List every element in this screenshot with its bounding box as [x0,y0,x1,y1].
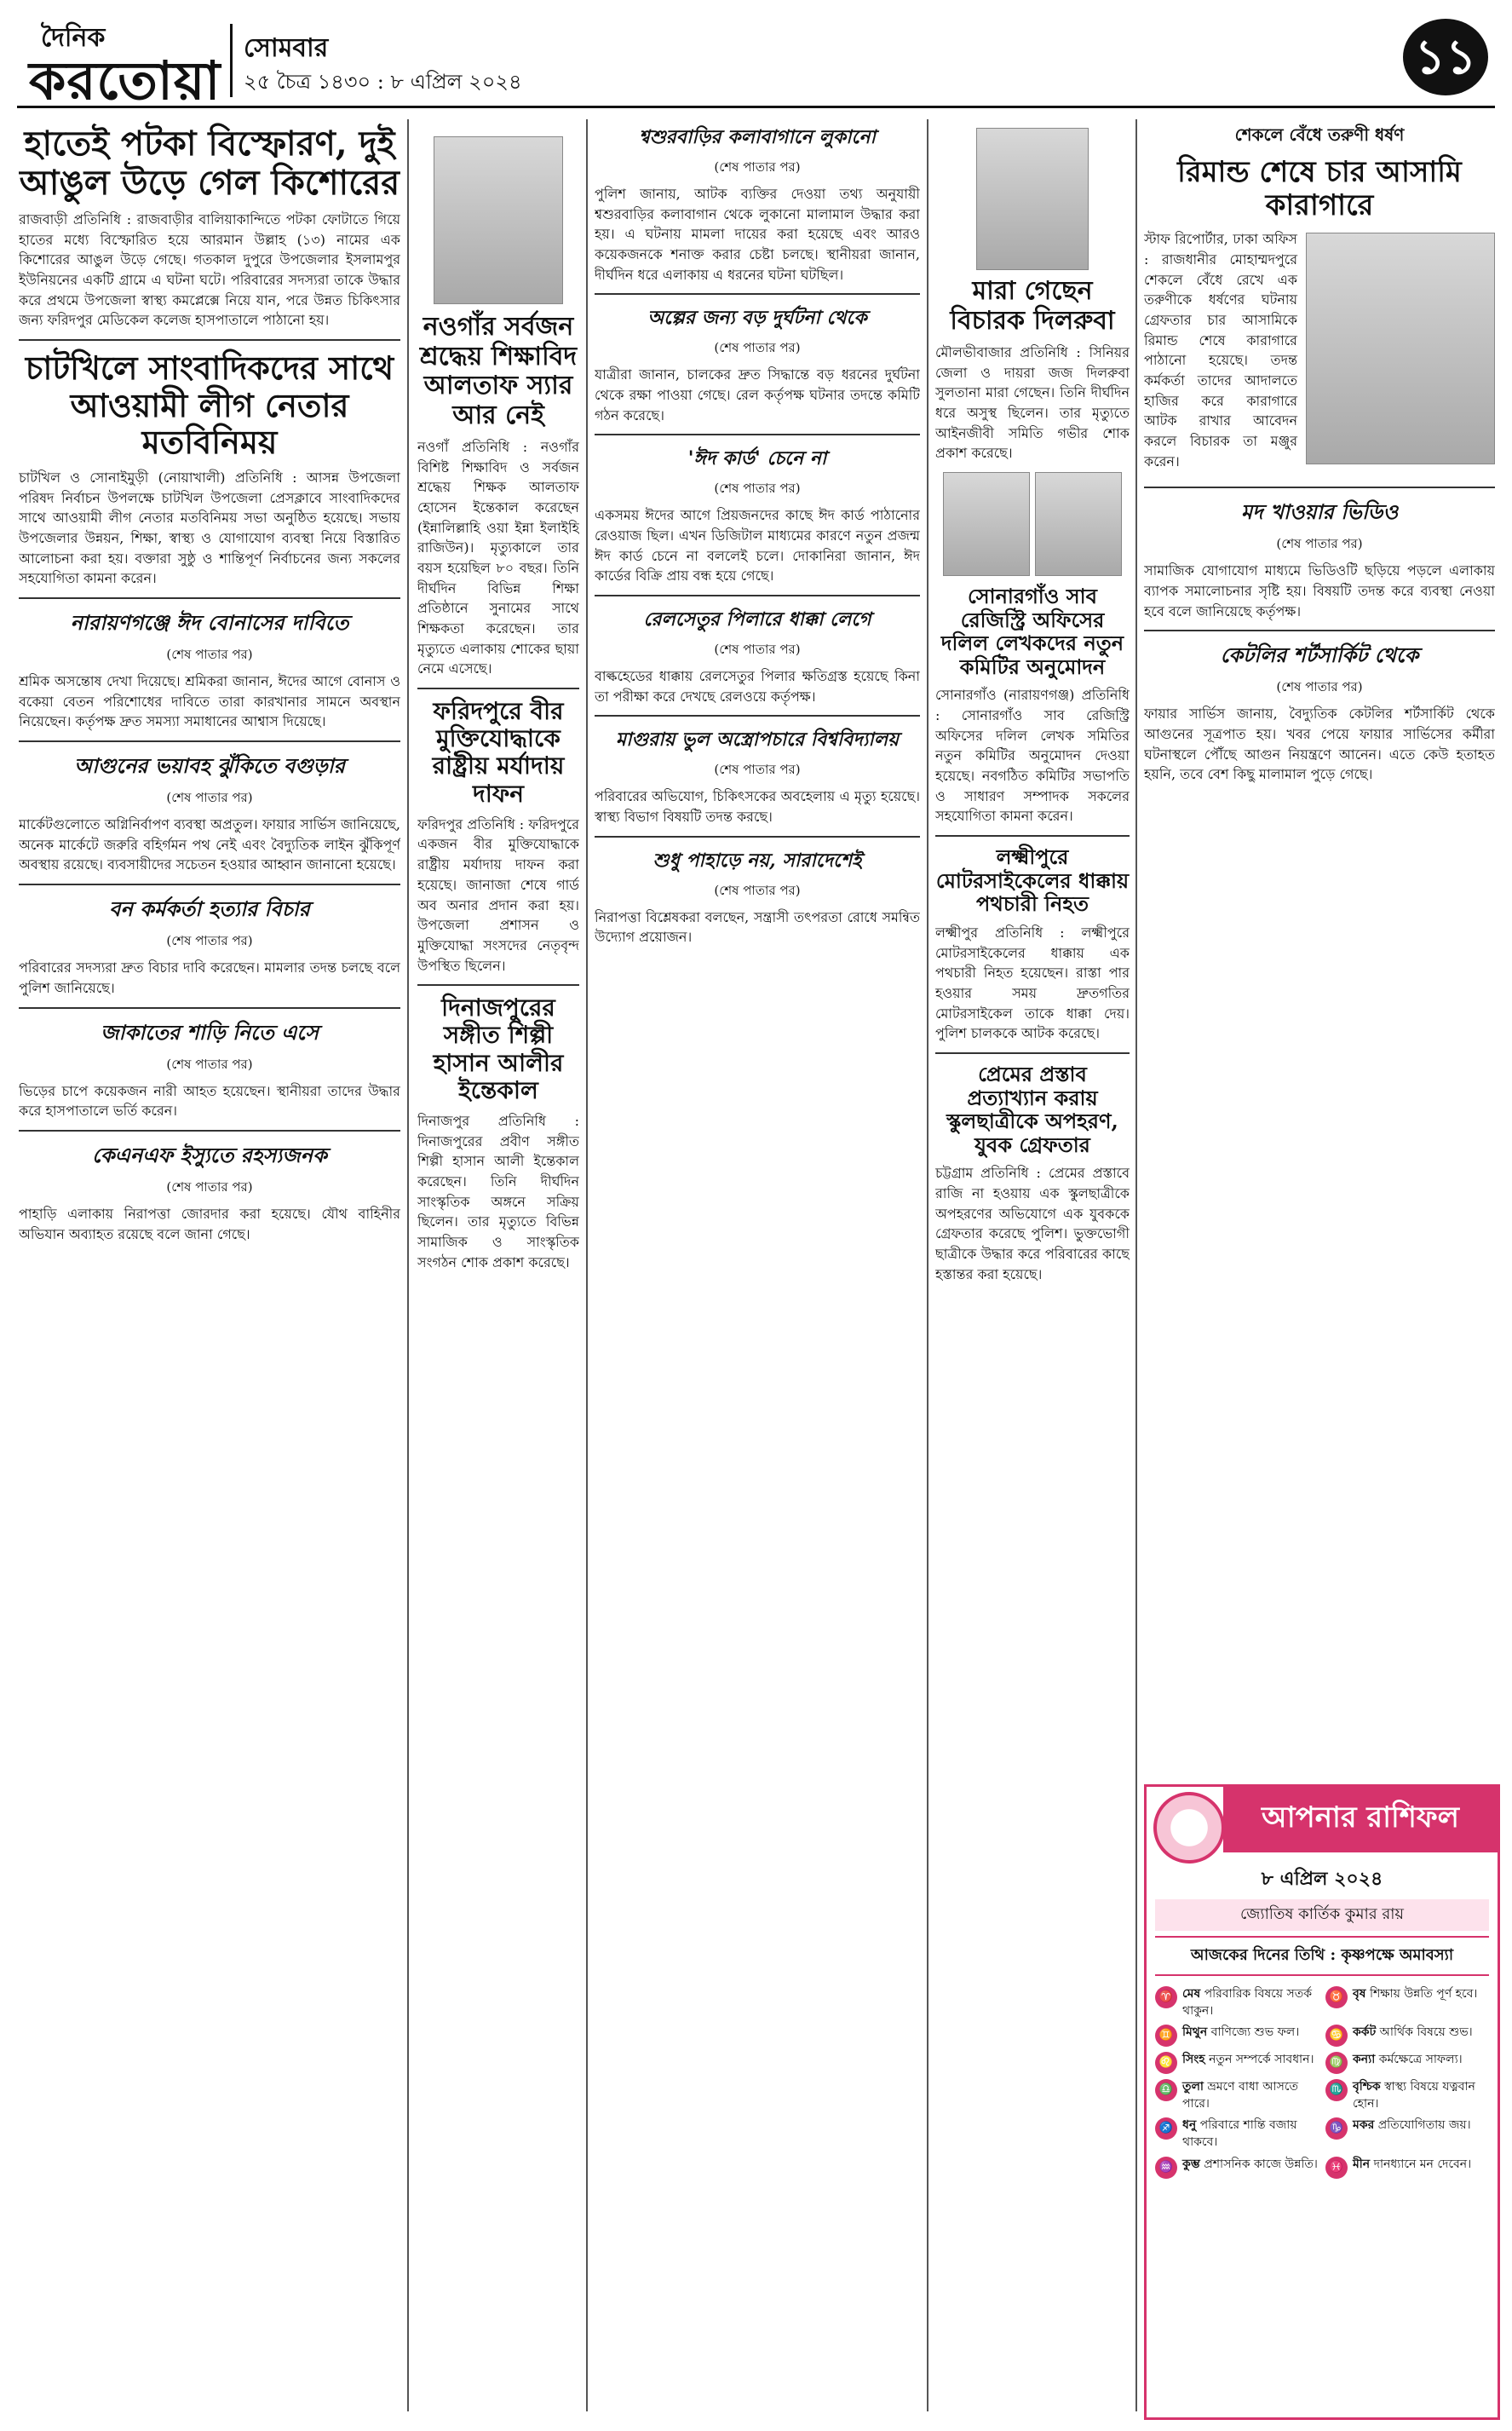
article-body: পুলিশ জানায়, আটক ব্যক্তির দেওয়া তথ্য অনুযায়ী শ্বশুরবাড়ির কলাবাগান থেকে লুকানো মালামাল উদ্ধার করা হয়। এ ঘটনায় মামলা দায়ের করা হয়েছে এবং আরও কয়েকজনকে শনাক্ত করার চেষ্টা চলছে। স্থানীয়রা জানান, দীর্ঘদিন ধরে এলাকায় এ ধরনের ঘটনা ঘটছিল। [595,186,920,283]
zodiac-sign-name: মীন [1353,2157,1371,2171]
zodiac-sign-entry [1155,2079,1319,2112]
column-2 [417,119,579,2416]
zodiac-sign-text [1182,2025,1299,2047]
zodiac-sign-text [1182,1986,1319,2019]
article-headline: মদ খাওয়ার ভিডিও [1240,499,1399,525]
zodiac-sign-entry [1325,1986,1489,2019]
zodiac-sign-forecast: নতুন সম্পর্কে সাবধান। [1204,2053,1314,2067]
article-body: একসময় ঈদের আগে প্রিয়জনদের কাছে ঈদ কার্ড পাঠানোর রেওয়াজ ছিল। এখন ডিজিটাল মাধ্যমের কারণে নতুন প্রজন্ম ঈদ কার্ড চেনে না বললেই চলে। দোকানিরা জানান, ঈদ কার্ডের বিক্রি প্রায় বন্ধ হয়ে গেছে। [595,507,920,585]
zodiac-symbol-icon: ♐ [1155,2117,1177,2140]
zodiac-sign-forecast: শিক্ষায় উন্নতি পূর্ণ হবে। [1365,1987,1478,2001]
zodiac-sign-entry [1155,2025,1319,2047]
column-4 [935,119,1130,2416]
article-body: মৌলভীবাজার প্রতিনিধি : সিনিয়র জেলা ও দায়রা জজ দিলরুবা সুলতানা মারা গেছেন। তিনি দীর্ঘদিন ধরে অসুস্থ ছিলেন। তার মৃত্যুতে আইনজীবী সমিতি গভীর শোক প্রকাশ করেছে। [935,344,1130,462]
zodiac-sign-name: বৃষ [1353,1987,1366,2001]
divider [19,339,400,341]
continued-label: (শেষ পাতার পর) [166,1056,253,1072]
continued-label: (শেষ পাতার পর) [714,340,801,356]
article-body: যাত্রীরা জানান, চালকের দ্রুত সিদ্ধান্তে বড় ধরনের দুর্ঘটনা থেকে রক্ষা পাওয়া গেছে। রেল কর্তৃপক্ষ ঘটনার তদন্তে কমিটি গঠন করেছে। [595,366,920,423]
zodiac-sign-text [1353,1986,1477,2019]
article-body: পরিবারের অভিযোগ, চিকিৎসকের অবহেলায় এ মৃত্যু হয়েছে। স্বাস্থ্য বিভাগ বিষয়টি তদন্ত করছে। [595,788,920,826]
zodiac-sign-forecast: বাণিজ্যে শুভ ফল। [1207,2025,1300,2040]
article-body: চট্টগ্রাম প্রতিনিধি : প্রেমের প্রস্তাবে রাজি না হওয়ায় এক স্কুলছাত্রীকে অপহরণের অভিযোগে এক যুবককে গ্রেফতার করেছে পুলিশ। ভুক্তভোগী ছাত্রীকে উদ্ধার করে পরিবারের কাছে হস্তান্তর করা হয়েছে। [935,1165,1130,1282]
article-body: ফরিদপুর প্রতিনিধি : ফরিদপুরে একজন বীর মুক্তিযোদ্ধাকে রাষ্ট্রীয় মর্যাদায় দাফন করা হয়েছে। জানাজা শেষে গার্ড অব অনার প্রদান করা হয়। উপজেলা প্রশাসন ও মুক্তিযোদ্ধা সংসদের নেতৃবৃন্দ উপস্থিত ছিলেন। [417,815,579,974]
article-body: চাটখিল ও সোনাইমুড়ী (নোয়াখালী) প্রতিনিধি : আসন্ন উপজেলা পরিষদ নির্বাচন উপলক্ষে চাটখিল উপজেলা প্রেসক্লাবে সাংবাদিকদের সাথে আওয়ামী লীগ নেতার মতবিনিময় সভা অনুষ্ঠিত হয়েছে। সভায় উপজেলার উন্নয়ন, শিক্ষা, স্বাস্থ্য ও যোগাযোগ ব্যবস্থা নিয়ে বিস্তারিত আলোচনা করা হয়। বক্তারা সুষ্ঠু ও শান্তিপূর্ণ নির্বাচনের জন্য সকলের সহযোগিতা কামনা করেন। [19,469,400,587]
continued-label: (শেষ পাতার পর) [166,790,253,806]
portrait-photo [943,472,1030,576]
horoscope-author: জ্যোতিষ কার্তিক কুমার রায় [1155,1899,1489,1931]
divider [19,740,400,742]
article-headline: মাগুরায় ভুল অস্ত্রোপচারে বিশ্ববিদ্যালয় [615,729,900,752]
page-number-badge: ১১ [1403,19,1488,95]
article-headline: কেটলির শর্টসার্কিট থেকে [1220,642,1419,668]
zodiac-sign-text [1353,2052,1463,2074]
article-body: দিনাজপুর প্রতিনিধি : দিনাজপুরের প্রবীণ সঙ্গীত শিল্পী হাসান আলী ইন্তেকাল করেছেন। তিনি দীর্ঘদিন সাংস্কৃতিক অঙ্গনে সক্রিয় ছিলেন। তার মৃত্যুতে বিভিন্ন সামাজিক ও সাংস্কৃতিক সংগঠন শোক প্রকাশ করেছে। [417,1112,579,1270]
zodiac-sign-text [1353,2157,1471,2179]
divider [595,595,920,596]
continued-label: (শেষ পাতার পর) [714,882,801,898]
zodiac-sign-entry [1155,2157,1319,2179]
article-headline: হাতেই পটকা বিস্ফোরণ, দুই আঙুল উড়ে গেল কিশোরের [19,124,400,203]
zodiac-sign-list [1147,1981,1498,2184]
article-headline: 'ঈদ কার্ড' চেনে না [687,447,827,470]
masthead-day: সোমবার [244,33,329,63]
zodiac-symbol-icon: ♊ [1155,2025,1177,2047]
zodiac-sign-text [1182,2079,1319,2112]
zodiac-sign-text [1182,2117,1319,2151]
divider [595,293,920,295]
article-headline: ফরিদপুরে বীর মুক্তিযোদ্ধাকে রাষ্ট্রীয় মর্যাদায় দাফন [432,697,565,808]
article-headline: অল্পের জন্য বড় দুর্ঘটনা থেকে [647,307,867,330]
column-1 [19,119,400,2416]
zodiac-sign-name: কর্কট [1353,2025,1377,2040]
article-headline: বন কর্মকর্তা হত্যার বিচার [109,896,310,922]
continued-label: (শেষ পাতার পর) [714,762,801,778]
article-headline: প্রেমের প্রস্তাব প্রত্যাখ্যান করায় স্কুলছাত্রীকে অপহরণ, যুবক গ্রেফতার [946,1061,1118,1157]
column-divider [1135,119,1137,2411]
zodiac-symbol-icon: ♋ [1325,2025,1348,2047]
zodiac-sign-name: সিংহ [1182,2053,1205,2067]
article-body: পরিবারের সদস্যরা দ্রুত বিচার দাবি করেছেন। মামলার তদন্ত চলছে বলে পুলিশ জানিয়েছে। [19,959,400,996]
zodiac-sign-name: মকর [1353,2118,1375,2133]
portrait-photo [976,128,1089,270]
portrait-photo [434,136,563,304]
divider [595,434,920,435]
article-body: নওগাঁ প্রতিনিধি : নওগাঁর বিশিষ্ট শিক্ষাবিদ ও সর্বজন শ্রদ্ধেয় শিক্ষক আলতাফ হোসেন ইন্তেকাল করেছেন (ইন্নালিল্লাহি ওয়া ইন্না ইলাইহি রাজিউন)। মৃত্যুকালে তার বয়স হয়েছিল ৮০ বছর। তিনি দীর্ঘদিন বিভিন্ন শিক্ষা প্রতিষ্ঠানে সুনামের সাথে শিক্ষকতা করেছেন। তার মৃত্যুতে এলাকায় শোকের ছায়া নেমে এসেছে। [417,439,579,677]
zodiac-sign-text [1182,2157,1318,2179]
article-body: বাল্কহেডের ধাক্কায় রেলসেতুর পিলার ক্ষতিগ্রস্ত হয়েছে কিনা তা পরীক্ষা করে দেখছে রেলওয়ে কর্তৃপক্ষ। [595,668,920,705]
article-headline: জাকাতের শাড়ি নিতে এসে [101,1019,319,1045]
continued-label: (শেষ পাতার পর) [166,933,253,949]
zodiac-symbol-icon: ♌ [1155,2052,1177,2074]
zodiac-sign-name: ধনু [1182,2118,1197,2133]
zodiac-sign-name: বৃশ্চিক [1353,2080,1381,2094]
article-headline: সোনারগাঁও সাব রেজিস্ট্রি অফিসের দলিল লেখকদের নতুন কমিটির অনুমোদন [940,584,1124,679]
article-headline: কেএনএফ ইস্যুতে রহস্যজনক [92,1142,327,1167]
zodiac-sign-forecast: স্বাস্থ্য বিষয়ে যত্নবান হোন। [1353,2080,1475,2111]
zodiac-sign-name: কুম্ভ [1182,2157,1200,2171]
article-body: নিরাপত্তা বিশ্লেষকরা বলছেন, সন্ত্রাসী তৎপরতা রোধে সমন্বিত উদ্যোগ প্রয়োজন। [595,908,920,946]
horoscope-title: আপনার রাশিফল [1223,1787,1498,1852]
article-headline: মারা গেছেন বিচারক দিলরুবা [950,276,1115,336]
continued-label: (শেষ পাতার পর) [1276,536,1363,552]
article-headline: শ্বশুরবাড়ির কলাবাগানে লুকানো [639,126,876,148]
article-headline: রেলসেতুর পিলারে ধাক্কা লেগে [643,608,871,631]
article-kicker: শেকলে বেঁধে তরুণী ধর্ষণ [1234,124,1405,145]
continued-label: (শেষ পাতার পর) [1276,679,1363,695]
zodiac-sign-entry [1155,2117,1319,2151]
article-headline: চাটখিলে সাংবাদিকদের সাথে আওয়ামী লীগ নেতার মতবিনিময় [25,349,394,462]
zodiac-sign-entry [1325,2025,1489,2047]
article-headline: শুধু পাহাড়ে নয়, সারাদেশেই [653,849,862,872]
masthead [17,12,1495,112]
zodiac-sign-forecast: পরিবারে শান্তি বজায় থাকবে। [1182,2118,1297,2149]
zodiac-symbol-icon: ♈ [1155,1986,1177,2008]
article-body: মার্কেটগুলোতে অগ্নিনির্বাপণ ব্যবস্থা অপ্রতুল। ফায়ার সার্ভিস জানিয়েছে, অনেক মার্কেটে জরুরি বহির্গমন পথ নেই এবং বৈদ্যুতিক লাইন ঝুঁকিপূর্ণ অবস্থায় রয়েছে। ব্যবসায়ীদের সচেতন হওয়ার আহ্বান জানানো হয়েছে। [19,816,400,873]
zodiac-sign-forecast: পরিবারিক বিষয়ে সতর্ক থাকুন। [1182,1987,1313,2018]
divider [417,984,579,986]
zodiac-sign-entry [1325,2117,1489,2151]
divider [19,1130,400,1132]
column-divider [586,119,588,2411]
article-body: শ্রমিক অসন্তোষ দেখা দিয়েছে। শ্রমিকরা জানান, ঈদের আগে বোনাস ও বকেয়া বেতন পরিশোধের দাবিতে তারা কারখানার সামনে অবস্থান নিয়েছেন। কর্তৃপক্ষ দ্রুত সমস্যা সমাধানের আশ্বাস দিয়েছে। [19,673,400,730]
zodiac-symbol-icon: ♎ [1155,2079,1177,2101]
article-headline: নওগাঁর সর্বজন শ্রদ্ধেয় শিক্ষাবিদ আলতাফ স্যার আর নেই [419,312,578,430]
article-headline: রিমান্ড শেষে চার আসামি কারাগারে [1177,155,1462,223]
horoscope-box [1144,1784,1500,2420]
article-body: স্টাফ রিপোর্টার, ঢাকা অফিস : রাজধানীর মোহাম্মদপুরে শেকলে বেঁধে রেখে এক তরুণীকে ধর্ষণের ঘটনায় গ্রেফতার চার আসামিকে রিমান্ড শেষে কারাগারে পাঠানো হয়েছে। তদন্ত কর্মকর্তা তাদের আদালতে হাজির করে কারাগারে আটক রাখার আবেদন করলে বিচারক তা মঞ্জুর করেন। [1144,231,1297,469]
article-body: সোনারগাঁও (নারায়ণগঞ্জ) প্রতিনিধি : সোনারগাঁও সাব রেজিস্ট্রি অফিসের দলিল লেখক সমিতির নতুন কমিটির অনুমোদন দেওয়া হয়েছে। নবগঠিত কমিটির সভাপতি ও সাধারণ সম্পাদক সকলের সহযোগিতা কামনা করেন। [935,687,1130,825]
continued-label: (শেষ পাতার পর) [714,481,801,497]
article-headline: আগুনের ভয়াবহ ঝুঁকিতে বগুড়ার [74,753,345,779]
continued-label: (শেষ পাতার পর) [166,647,253,663]
column-divider [927,119,928,2411]
zodiac-sign-entry [1325,2079,1489,2112]
divider [595,715,920,717]
zodiac-sign-forecast: প্রশাসনিক কাজে উন্নতি। [1199,2157,1318,2171]
zodiac-sign-text [1353,2025,1473,2047]
continued-label: (শেষ পাতার পর) [166,1178,253,1195]
zodiac-sign-entry [1155,2052,1319,2074]
divider [935,835,1130,837]
zodiac-sign-forecast: ভ্রমণে বাধা আসতে পারে। [1182,2080,1298,2111]
column-5 [1144,119,1495,1772]
article-body: রাজবাড়ী প্রতিনিধি : রাজবাড়ীর বালিয়াকান্দিতে পটকা ফোটাতে গিয়ে হাতের মধ্যে বিস্ফোরিত হয়ে আরমান উল্লাহ (১৩) নামের এক কিশোরের আঙুল উড়ে গেছে। গতকাল দুপুরে উপজেলার ইসলামপুর ইউনিয়নের একটি গ্রামে এ ঘটনা ঘটে। পরিবারের সদস্যরা তাকে উদ্ধার করে প্রথমে উপজেলা স্বাস্থ্য কমপ্লেক্সে নিয়ে যান, পরে উন্নত চিকিৎসার জন্য ফরিদপুর মেডিকেল কলেজ হাসপাতালে পাঠানো হয়। [19,211,400,329]
zodiac-sign-entry [1325,2157,1489,2179]
masthead-divider [230,24,233,97]
zodiac-sign-forecast: আর্থিক বিষয়ে শুভ। [1376,2025,1473,2040]
article-body: পাহাড়ি এলাকায় নিরাপত্তা জোরদার করা হয়েছে। যৌথ বাহিনীর অভিযান অব্যাহত রয়েছে বলে জানা গেছে। [19,1205,400,1242]
zodiac-sign-entry [1325,2052,1489,2074]
divider [19,1007,400,1009]
column-divider [407,119,409,2411]
zodiac-symbol-icon: ♍ [1325,2052,1348,2074]
divider [1144,487,1495,488]
logo-top-text: দৈনিক [41,23,106,53]
zodiac-symbol-icon: ♓ [1325,2157,1348,2179]
continued-label: (শেষ পাতার পর) [714,159,801,175]
zodiac-sign-name: মেষ [1182,1987,1201,2001]
zodiac-sign-text [1353,2117,1471,2151]
tithi-line: আজকের দিনের তিথি : কৃষ্ণপক্ষে অমাবস্যা [1155,1936,1489,1976]
newspaper-logo: করতোয়া [29,49,221,112]
photo-pair [935,472,1130,576]
column-3 [595,119,920,2416]
zodiac-sign-forecast: কর্মক্ষেত্রে সাফল্য। [1375,2053,1463,2067]
article-body: সামাজিক যোগাযোগ মাধ্যমে ভিডিওটি ছড়িয়ে পড়লে এলাকায় ব্যাপক সমালোচনার সৃষ্টি হয়। বিষয়টি তদন্ত করে ব্যবস্থা নেওয়া হবে বলে জানিয়েছে কর্তৃপক্ষ। [1144,562,1495,619]
divider [1144,630,1495,631]
article-headline: লক্ষ্মীপুরে মোটরসাইকেলের ধাক্কায় পথচারী নিহত [935,844,1130,917]
zodiac-wheel-icon [1153,1792,1225,1864]
zodiac-sign-name: কন্যা [1353,2053,1376,2067]
portrait-photo [1035,472,1122,576]
article-headline: নারায়ণগঞ্জে ঈদ বোনাসের দাবিতে [70,610,349,636]
divider [595,836,920,838]
article-body: ভিড়ের চাপে কয়েকজন নারী আহত হয়েছেন। স্থানীয়রা তাদের উদ্ধার করে হাসপাতালে ভর্তি করেন। [19,1082,400,1120]
zodiac-sign-text [1353,2079,1489,2112]
divider [935,1052,1130,1054]
zodiac-sign-entry [1155,1986,1319,2019]
zodiac-symbol-icon: ♑ [1325,2117,1348,2140]
article-headline: দিনাজপুরের সঙ্গীত শিল্পী হাসান আলীর ইন্তেকাল [433,994,564,1104]
zodiac-sign-text [1182,2052,1314,2074]
zodiac-sign-forecast: দানধ্যানে মন দেবেন। [1370,2157,1472,2171]
article-body: লক্ষ্মীপুর প্রতিনিধি : লক্ষ্মীপুরে মোটরসাইকেলের ধাক্কায় এক পথচারী নিহত হয়েছেন। রাস্তা পার হওয়ার সময় দ্রুতগতির মোটরসাইকেল তাকে ধাক্কা দেয়। পুলিশ চালককে আটক করেছে। [935,924,1130,1042]
horoscope-date: ৮ এপ্রিল ২০২৪ [1261,1868,1383,1890]
zodiac-sign-forecast: প্রতিযোগিতায় জয়। [1374,2118,1471,2133]
article-body: ফায়ার সার্ভিস জানায়, বৈদ্যুতিক কেটলির শর্টসার্কিট থেকে আগুনের সূত্রপাত হয়। খবর পেয়ে ফায়ার সার্ভিসের কর্মীরা ঘটনাস্থলে পৌঁছে আগুন নিয়ন্ত্রণে আনেন। এতে কেউ হতাহত হয়নি, তবে বেশ কিছু মালামাল পুড়ে গেছে। [1144,706,1495,783]
divider [19,884,400,885]
zodiac-symbol-icon: ♉ [1325,1986,1348,2008]
divider [417,688,579,689]
continued-label: (শেষ পাতার পর) [714,642,801,658]
zodiac-sign-name: মিথুন [1182,2025,1208,2040]
masthead-date: ২৫ চৈত্র ১৪৩০ : ৮ এপ্রিল ২০২৪ [244,70,522,94]
zodiac-symbol-icon: ♒ [1155,2157,1177,2179]
zodiac-symbol-icon: ♏ [1325,2079,1348,2101]
news-photo [1306,233,1495,464]
divider [19,597,400,599]
zodiac-sign-name: তুলা [1182,2080,1204,2094]
